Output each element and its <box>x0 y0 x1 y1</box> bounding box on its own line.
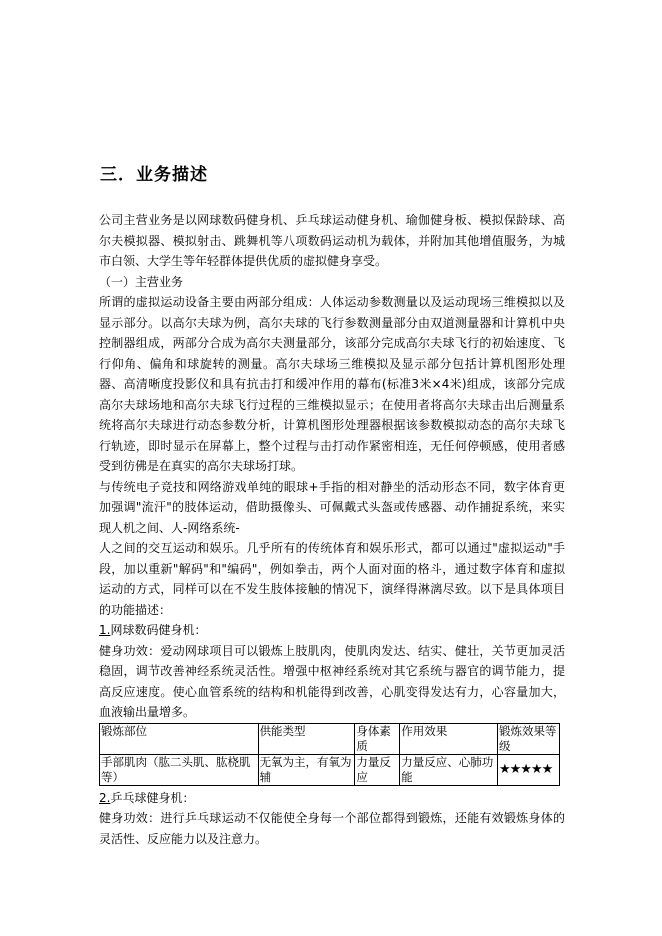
exercise-effect-table <box>99 723 560 786</box>
table-header-cell: 供能类型 <box>258 723 355 754</box>
table-cell: 手部肌肉（肱二头肌、肱桡肌等） <box>100 754 259 785</box>
table-cell: 无氧为主，有氧为辅 <box>258 754 355 785</box>
item-2-number: 2. <box>99 790 111 805</box>
intro-paragraph: 公司主营业务是以网球数码健身机、乒乓球运动健身机、瑜伽健身板、模拟保龄球、高尔夫模拟器、模拟射击、跳舞机等八项数码运动机为载体，并附加其他增值服务，为城市白领、大学生等年轻群体提供优质的虚拟健身享受。 <box>99 213 565 268</box>
section-title: 三．业务描述 <box>100 165 208 185</box>
equipment-paragraph: 所谓的虚拟运动设备主要由两部分组成：人体运动参数测量以及运动现场三维模拟以及显示部分。以高尔夫球为例，高尔夫球的飞行参数测量部分由双道测量器和计算机中央控制器组成，两部分合成为高尔夫测量部分，该部分完成高尔夫球飞行的初始速度、飞行仰角、偏角和球旋转的测量。高尔夫球场三维模拟及显示部分包括计算机图形处理器、高清晰度投影仪和具有抗击打和缓冲作用的幕布(标准3米×4米)组成，该部分完成高尔夫球场地和高尔夫球飞行过程的三维模拟显示；在使用者将高尔夫球击出后测量系统将高尔夫球进行动态参数分析，计算机图形处理器根据该参数模拟动态的高尔夫球飞行轨迹，即时显示在屏幕上，整个过程与击打动作紧密相连，无任何停顿感，使用者感受到彷佛是在真实的高尔夫球场打球。 <box>99 295 565 473</box>
item-2-heading <box>99 788 565 809</box>
table-header-cell: 作用效果 <box>400 723 498 754</box>
table-cell: 力量反应、心肺功能 <box>400 754 498 785</box>
item-2-description: 健身功效：进行乒乓球运动不仅能使全身每一个部位都得到锻炼，还能有效锻炼身体的灵活性、反应能力以及注意力。 <box>99 811 565 846</box>
interaction-paragraph: 人之间的交互运动和娱乐。几乎所有的传统体育和娱乐形式，都可以通过"虚拟运动"手段，加以重新"解码"和"编码"，例如拳击，两个人面对面的格斗，通过数字体育和虚拟运动的方式，同样可以在不发生肢体接触的情况下，演绎得淋漓尽致。以下是具体项目的功能描述： <box>99 541 565 617</box>
table-header-cell: 身体素质 <box>355 723 400 754</box>
table-header-cell: 锻炼效果等级 <box>497 723 559 754</box>
table-header-cell: 锻炼部位 <box>100 723 259 754</box>
subsection-title: （一）主营业务 <box>99 274 184 289</box>
item-2-title: 乒乓球健身机： <box>110 790 195 805</box>
item-1-heading <box>99 620 565 641</box>
table-cell: 力量反应 <box>355 754 400 785</box>
item-1-number: 1. <box>99 623 111 637</box>
document-body <box>99 210 565 849</box>
item-1-description: 健身功效：爱动网球项目可以锻炼上肢肌肉，使肌肉发达、结实、健壮，关节更加灵活稳固，调节改善神经系统灵活性。增强中枢神经系统对其它系统与器官的调节能力，提高反应速度。使心血管系统的结构和机能得到改善，心肌变得发达有力，心容量加大，血液输出量增多。 <box>99 643 565 719</box>
item-1-title: 网球数码健身机： <box>110 623 207 637</box>
comparison-paragraph: 与传统电子竞技和网络游戏单纯的眼球+手指的相对静坐的活动形态不同，数字体育更加强调"流汗"的肢体运动，借助摄像头、可佩戴式头盔或传感器、动作捕捉系统，来实现人机之间、人-网络系统- <box>99 479 565 535</box>
table-row <box>100 754 560 785</box>
table-header-row <box>100 723 560 754</box>
star-rating: ★★★★★ <box>497 754 559 785</box>
